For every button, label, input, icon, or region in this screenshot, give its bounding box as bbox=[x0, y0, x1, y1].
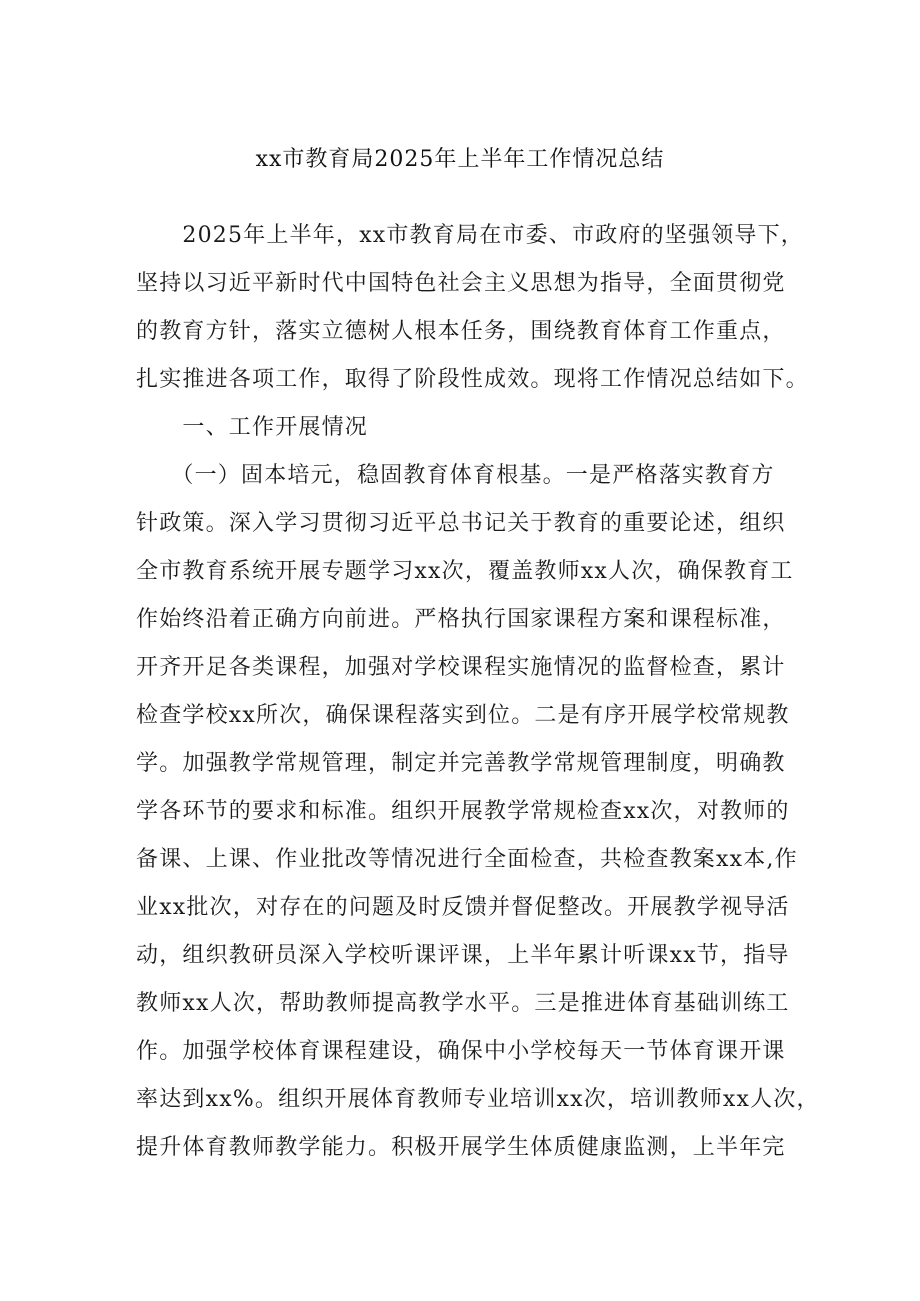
text-line: 坚持以习近平新时代中国特色社会主义思想为指导，全面贯彻党 bbox=[136, 271, 786, 296]
text-line: 检查学校xx所次，确保课程落实到位。二是有序开展学校常规教 bbox=[136, 703, 790, 728]
section-heading: 一、工作开展情况 bbox=[136, 415, 369, 440]
text-line: 作。加强学校体育课程建设，确保中小学校每天一节体育课开课 bbox=[136, 1039, 786, 1064]
document-body bbox=[136, 212, 820, 1172]
text-line: 动，组织教研员深入学校听课评课，上半年累计听课xx节，指导 bbox=[136, 943, 790, 968]
text-line: 作始终沿着正确方向前进。严格执行国家课程方案和课程标准， bbox=[136, 607, 786, 632]
text-line: 针政策。深入学习贯彻习近平总书记关于教育的重要论述，组织 bbox=[136, 511, 786, 536]
text-line: （一）固本培元，稳固教育体育根基。一是严格落实教育方 bbox=[136, 463, 775, 488]
text-line: 教师xx人次，帮助教师提高教学水平。三是推进体育基础训练工 bbox=[136, 991, 790, 1016]
text-line: 全市教育系统开展专题学习xx次，覆盖教师xx人次，确保教育工 bbox=[136, 559, 794, 584]
text-line: 的教育方针，落实立德树人根本任务，围绕教育体育工作重点， bbox=[136, 319, 786, 344]
text-line: 备课、上课、作业批改等情况进行全面检查，共检查教案xx本,作 bbox=[136, 847, 798, 872]
text-line: 提升体育教师教学能力。积极开展学生体质健康监测，上半年完 bbox=[136, 1135, 786, 1160]
text-line: 学各环节的要求和标准。组织开展教学常规检查xx次，对教师的 bbox=[136, 799, 790, 824]
text-line: 业xx批次，对存在的问题及时反馈并督促整改。开展教学视导活 bbox=[136, 895, 790, 920]
text-line: 2025年上半年，xx市教育局在市委、市政府的坚强领导下， bbox=[136, 223, 805, 248]
text-line: 开齐开足各类课程，加强对学校课程实施情况的监督检查，累计 bbox=[136, 655, 786, 680]
document-title: xx市教育局2025年上半年工作情况总结 bbox=[255, 147, 665, 172]
text-line: 率达到xx%。组织开展体育教师专业培训xx次，培训教师xx人次， bbox=[136, 1087, 820, 1112]
text-line: 学。加强教学常规管理，制定并完善教学常规管理制度，明确教 bbox=[136, 751, 786, 776]
text-line: 扎实推进各项工作，取得了阶段性成效。现将工作情况总结如下。 bbox=[136, 367, 809, 392]
